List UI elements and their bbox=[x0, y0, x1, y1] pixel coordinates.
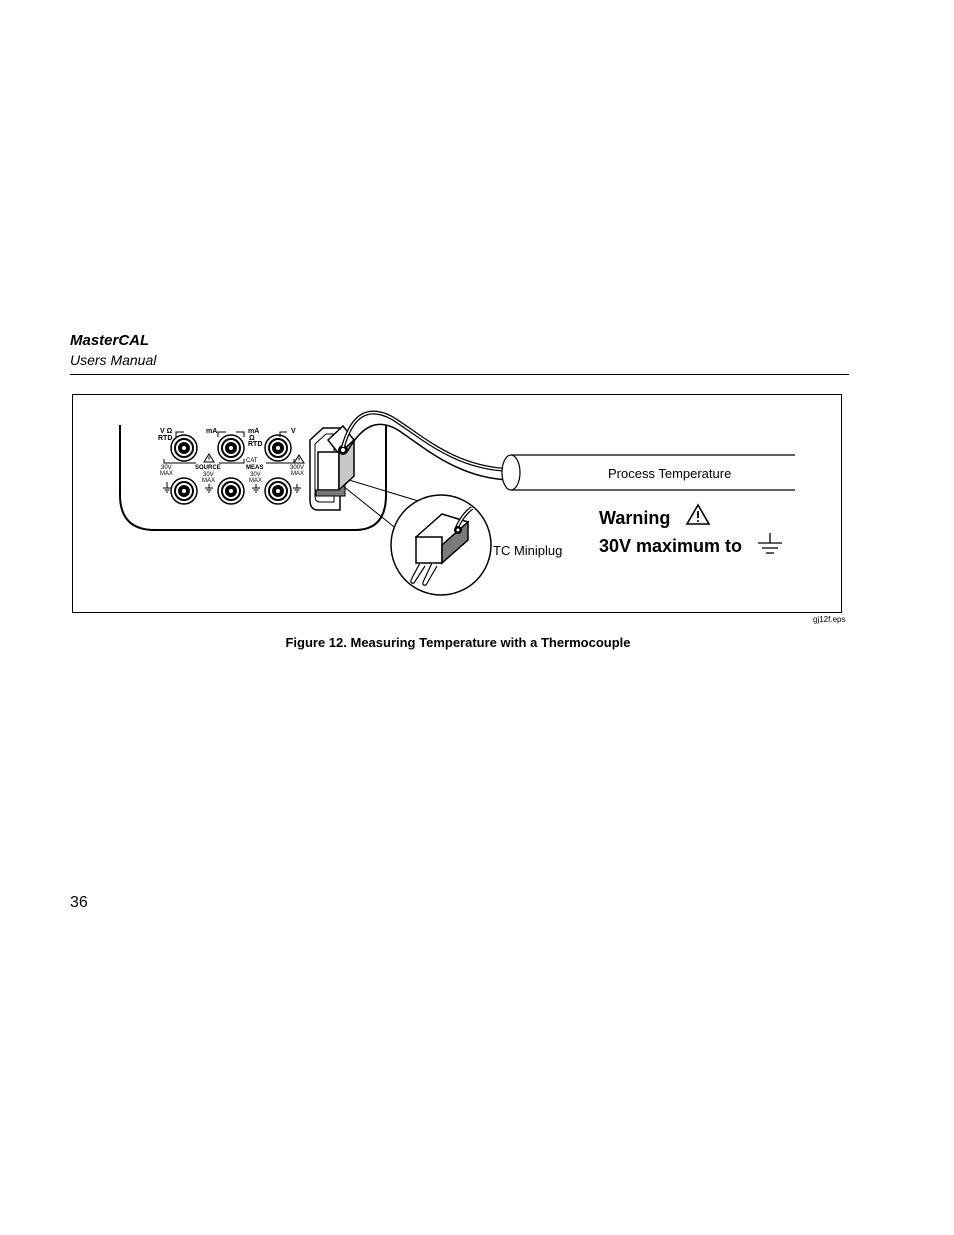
ground-icon-2 bbox=[205, 484, 213, 492]
jack-label-max-4: MAX bbox=[291, 471, 305, 477]
jack-ma-meas-top bbox=[265, 435, 291, 461]
callout-plug-front-face bbox=[416, 537, 442, 563]
tc-miniplug-label: TC Miniplug bbox=[493, 543, 563, 558]
manual-title: MasterCAL bbox=[70, 332, 150, 349]
jack-com-1 bbox=[171, 478, 197, 504]
jack-label-30v-3: 30V bbox=[250, 472, 261, 478]
figure-caption: Figure 12. Measuring Temperature with a Thermocouple bbox=[285, 635, 631, 650]
warning-title: Warning bbox=[599, 508, 671, 528]
warning-text: 30V maximum to bbox=[599, 536, 743, 556]
jack-label-max-1: MAX bbox=[160, 471, 174, 477]
ground-icon-3 bbox=[252, 484, 260, 492]
jack-ma-source-top bbox=[218, 435, 244, 461]
jack-label-v-ohm: V Ω bbox=[160, 428, 173, 435]
jack-label-rtd-left: RTD bbox=[158, 435, 173, 442]
ground-icon-4 bbox=[293, 484, 301, 492]
jack-label-max-2: MAX bbox=[202, 478, 216, 484]
tc-cable-lower bbox=[347, 424, 514, 480]
jack-vohm-top bbox=[171, 435, 197, 461]
jack-warning-icon-left bbox=[204, 454, 214, 462]
ground-icon-1 bbox=[163, 482, 171, 492]
jack-com-3 bbox=[265, 478, 291, 504]
jack-label-source: SOURCE bbox=[195, 465, 221, 471]
tc-cable-outer bbox=[343, 412, 514, 470]
process-temperature-label: Process Temperature bbox=[608, 466, 732, 481]
ground-icon bbox=[758, 533, 782, 553]
jack-label-v: V bbox=[291, 428, 296, 435]
page-number: 36 bbox=[70, 894, 88, 911]
warning-triangle-icon bbox=[687, 505, 709, 524]
jack-label-30v-2: 30V bbox=[203, 472, 214, 478]
jack-warning-icon-right bbox=[294, 455, 304, 463]
manual-subtitle: Users Manual bbox=[70, 352, 157, 368]
jack-com-2 bbox=[218, 478, 244, 504]
jack-label-ma-meas: mA bbox=[248, 428, 260, 435]
process-pipe-end bbox=[502, 455, 520, 490]
jack-label-ohm-meas: Ω bbox=[249, 435, 255, 442]
jack-label-ma-source: mA bbox=[206, 428, 218, 435]
jack-label-meas: MEAS bbox=[246, 465, 264, 471]
figure-file-id: gj12f.eps bbox=[813, 615, 846, 624]
jack-label-300v: 300V bbox=[290, 465, 305, 471]
jack-label-max-3: MAX bbox=[249, 478, 263, 484]
jack-label-rtd-meas: RTD bbox=[248, 441, 263, 448]
jack-label-30v-1: 30V bbox=[161, 465, 172, 471]
jack-label-cat: CAT bbox=[246, 458, 258, 464]
miniplug-front-face bbox=[318, 452, 339, 490]
